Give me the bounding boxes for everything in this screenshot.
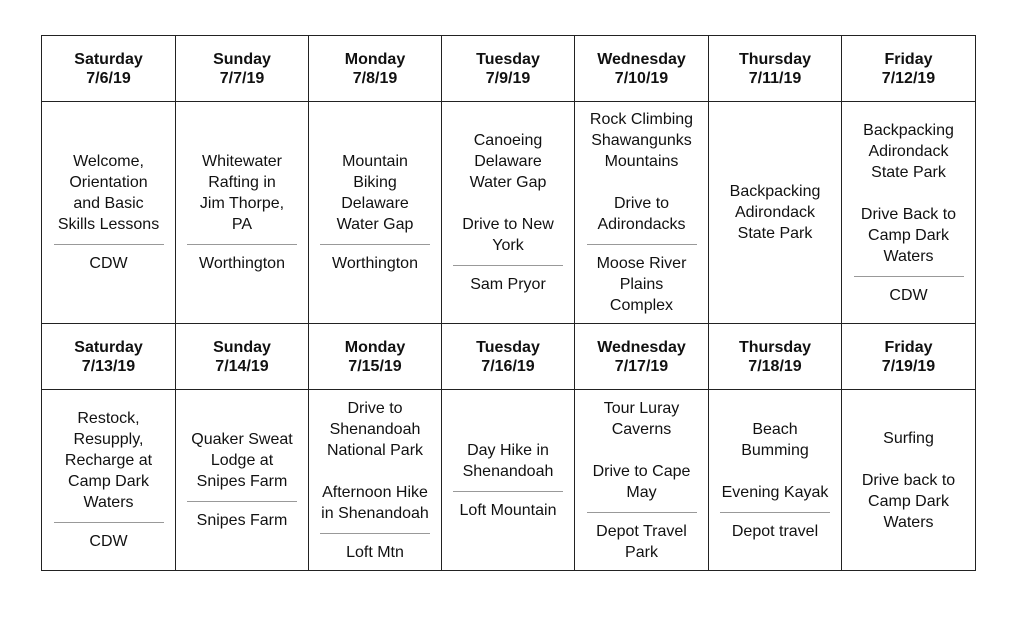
location-text: Sam Pryor xyxy=(470,276,546,293)
week-1-activity-row xyxy=(42,102,976,324)
activity-text: Mountain Biking Delaware Water Gap xyxy=(336,153,414,233)
divider xyxy=(453,491,563,492)
activity-text: Day Hike in Shenandoah xyxy=(462,441,554,480)
day-date: 7/15/19 xyxy=(348,357,402,375)
day-date: 7/8/19 xyxy=(352,69,398,87)
location-text: CDW xyxy=(889,286,928,304)
day-cell xyxy=(575,102,709,324)
divider xyxy=(854,276,964,277)
day-name: Saturday xyxy=(74,50,143,68)
activity-text: Tour Luray Caverns Drive to Cape May xyxy=(592,399,691,501)
day-cell xyxy=(176,390,309,571)
day-name: Friday xyxy=(884,338,933,356)
location-text: Worthington xyxy=(332,255,418,272)
location-text: CDW xyxy=(89,255,128,272)
day-header xyxy=(176,36,309,102)
day-date: 7/16/19 xyxy=(481,357,535,375)
activity-text: Beach Bumming Evening Kayak xyxy=(721,420,829,501)
day-name: Monday xyxy=(344,50,406,68)
day-cell xyxy=(309,102,442,324)
day-cell xyxy=(842,390,976,571)
activity-text: Backpacking Adirondack State Park Drive Back to Camp Dark Waters xyxy=(860,121,957,265)
day-name: Sunday xyxy=(213,50,271,68)
day-date: 7/18/19 xyxy=(748,357,802,375)
divider xyxy=(453,265,563,266)
activity-text: Quaker Sweat Lodge at Snipes Farm xyxy=(191,431,293,490)
day-header xyxy=(42,36,176,102)
day-cell xyxy=(442,102,575,324)
day-header xyxy=(575,324,709,390)
divider xyxy=(187,244,297,245)
activity-text: Backpacking Adirondack State Park xyxy=(729,183,821,242)
day-date: 7/13/19 xyxy=(81,357,136,375)
day-date: 7/19/19 xyxy=(881,357,936,375)
day-name: Wednesday xyxy=(597,50,686,68)
day-header xyxy=(842,36,976,102)
location-text: CDW xyxy=(89,533,128,550)
day-header xyxy=(442,324,575,390)
day-cell xyxy=(709,102,842,324)
day-header xyxy=(709,324,842,390)
day-cell xyxy=(442,390,575,571)
day-date: 7/14/19 xyxy=(215,357,269,375)
activity-text: Canoeing Delaware Water Gap Drive to New York xyxy=(462,132,554,254)
day-cell xyxy=(176,102,309,324)
day-header xyxy=(42,324,176,390)
day-date: 7/10/19 xyxy=(614,69,669,87)
activity-text: Whitewater Rafting in Jim Thorpe, PA xyxy=(199,153,285,233)
day-name: Thursday xyxy=(738,50,811,68)
location-text: Loft Mtn xyxy=(346,543,404,561)
day-date: 7/7/19 xyxy=(219,69,265,87)
day-header xyxy=(842,324,976,390)
divider xyxy=(587,512,697,513)
location-text: Snipes Farm xyxy=(196,512,288,529)
week-1-header-row xyxy=(42,36,976,102)
day-name: Monday xyxy=(344,338,406,356)
day-cell xyxy=(42,390,176,571)
day-date: 7/17/19 xyxy=(614,357,669,375)
day-date: 7/12/19 xyxy=(881,69,936,87)
activity-text: Surfing Drive back to Camp Dark Waters xyxy=(861,429,956,531)
day-cell xyxy=(575,390,709,571)
day-header xyxy=(309,36,442,102)
day-header xyxy=(709,36,842,102)
day-name: Saturday xyxy=(74,338,143,356)
day-header xyxy=(575,36,709,102)
divider xyxy=(720,512,830,513)
day-cell xyxy=(42,102,176,324)
day-header xyxy=(176,324,309,390)
location-text: Moose River Plains Complex xyxy=(596,255,687,314)
activity-text: Drive to Shenandoah National Park Afternoon Hike in Shenandoah xyxy=(321,399,429,522)
activity-text: Welcome, Orientation and Basic Skills Lessons xyxy=(57,153,160,233)
activity-text: Restock, Resupply, Recharge at Camp Dark Waters xyxy=(64,410,153,511)
schedule-table xyxy=(41,35,976,571)
day-name: Wednesday xyxy=(597,338,686,356)
day-cell xyxy=(309,390,442,571)
day-date: 7/9/19 xyxy=(485,69,531,87)
day-name: Tuesday xyxy=(476,50,540,68)
week-2-header-row xyxy=(42,324,976,390)
activity-text: Rock Climbing Shawangunks Mountains Drive to Adirondacks xyxy=(589,111,694,233)
week-2-activity-row xyxy=(42,390,976,571)
location-text: Loft Mountain xyxy=(459,501,557,519)
day-date: 7/6/19 xyxy=(86,69,131,87)
divider xyxy=(320,533,430,534)
divider xyxy=(587,244,697,245)
day-name: Tuesday xyxy=(476,338,540,356)
day-name: Friday xyxy=(884,50,933,68)
day-header xyxy=(309,324,442,390)
day-cell xyxy=(709,390,842,571)
day-name: Sunday xyxy=(213,338,271,356)
divider xyxy=(54,522,164,523)
divider xyxy=(320,244,430,245)
location-text: Depot travel xyxy=(731,522,819,540)
location-text: Worthington xyxy=(199,255,285,272)
day-header xyxy=(442,36,575,102)
location-text: Depot Travel Park xyxy=(596,522,687,561)
divider xyxy=(187,501,297,502)
divider xyxy=(54,244,164,245)
day-name: Thursday xyxy=(738,338,811,356)
day-date: 7/11/19 xyxy=(748,69,802,87)
day-cell xyxy=(842,102,976,324)
